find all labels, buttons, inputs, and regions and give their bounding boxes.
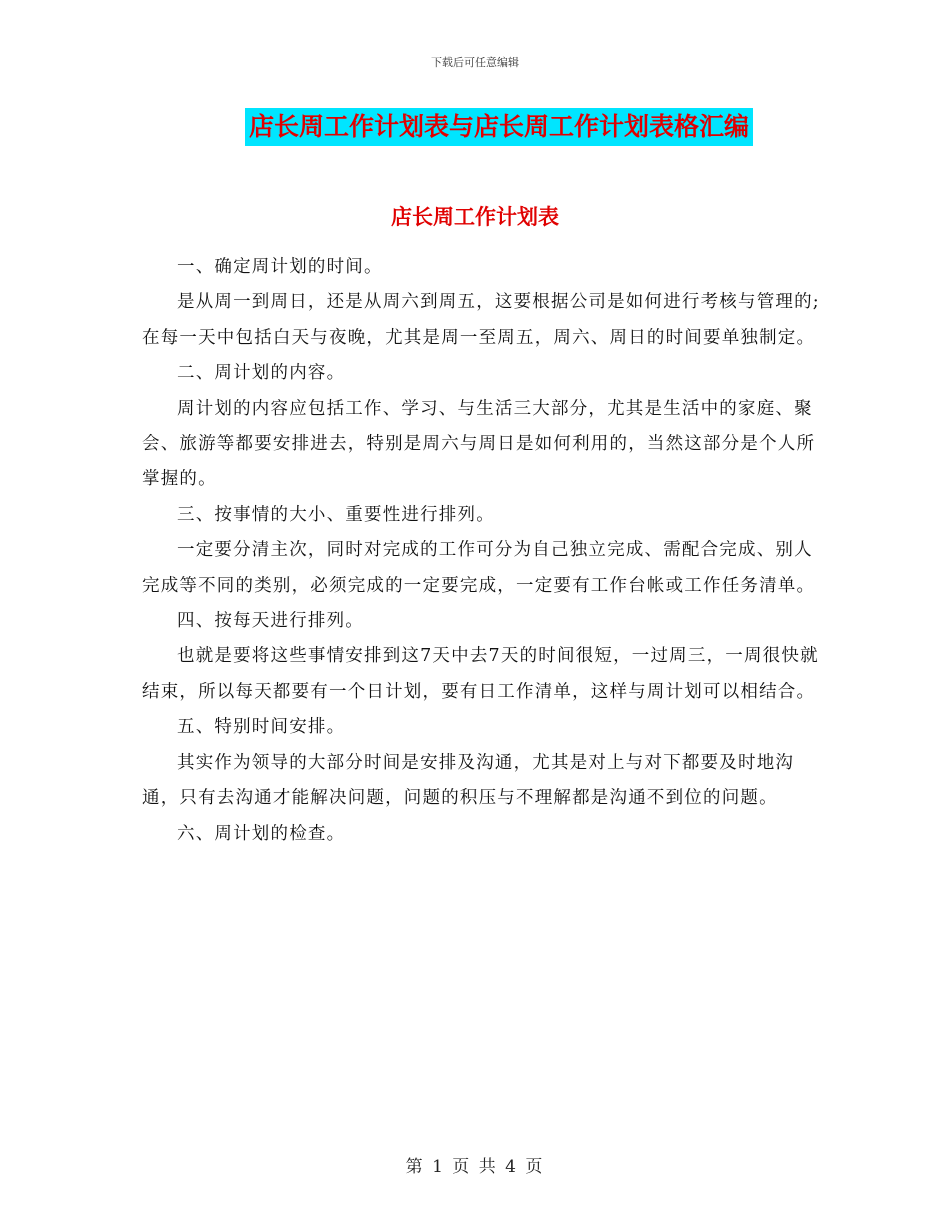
paragraph: 二、周计划的内容。 [177, 363, 346, 384]
paragraph: 一定要分清主次，同时对完成的工作可分为自己独立完成、需配合完成、别人完成等不同的类别，必须完成的一定要完成，一定要有工作台帐或工作任务清单。 [142, 540, 816, 596]
section-title: 店长周工作计划表 [391, 204, 559, 229]
paragraph: 其实作为领导的大部分时间是安排及沟通，尤其是对上与对下都要及时地沟通，只有去沟通才能解决问题，问题的积压与不理解都是沟通不到位的问题。 [142, 752, 795, 809]
paragraph: 一、确定周计划的时间。 [177, 257, 383, 277]
document-title [0, 108, 950, 146]
paragraph: 也就是要将这些事情安排到这7天中去7天的时间很短，一过周三，一周很快就结束，所以每天都要有一个日计划，要有日工作清单，这样与周计划可以相结合。 [142, 646, 819, 702]
paragraph: 六、周计划的检查。 [177, 823, 346, 844]
paragraph: 四、按每天进行排列。 [177, 611, 364, 632]
body-text [142, 250, 822, 852]
page-footer: 第 1 页 共 4 页 [405, 1157, 545, 1177]
header-note: 下载后可任意编辑 [431, 56, 519, 69]
paragraph: 五、特别时间安排。 [177, 717, 346, 738]
paragraph: 是从周一到周日，还是从周六到周五，这要根据公司是如何进行考核与管理的;在每一天中包括白天与夜晚，尤其是周一至周五，周六、周日的时间要单独制定。 [142, 292, 820, 348]
paragraph: 三、按事情的大小、重要性进行排列。 [177, 504, 495, 525]
document-title-text: 店长周工作计划表与店长周工作计划表格汇编 [245, 108, 753, 146]
paragraph: 周计划的内容应包括工作、学习、与生活三大部分，尤其是生活中的家庭、聚会、旅游等都要安排进去，特别是周六与周日是如何利用的，当然这部分是个人所掌握的。 [142, 398, 816, 490]
